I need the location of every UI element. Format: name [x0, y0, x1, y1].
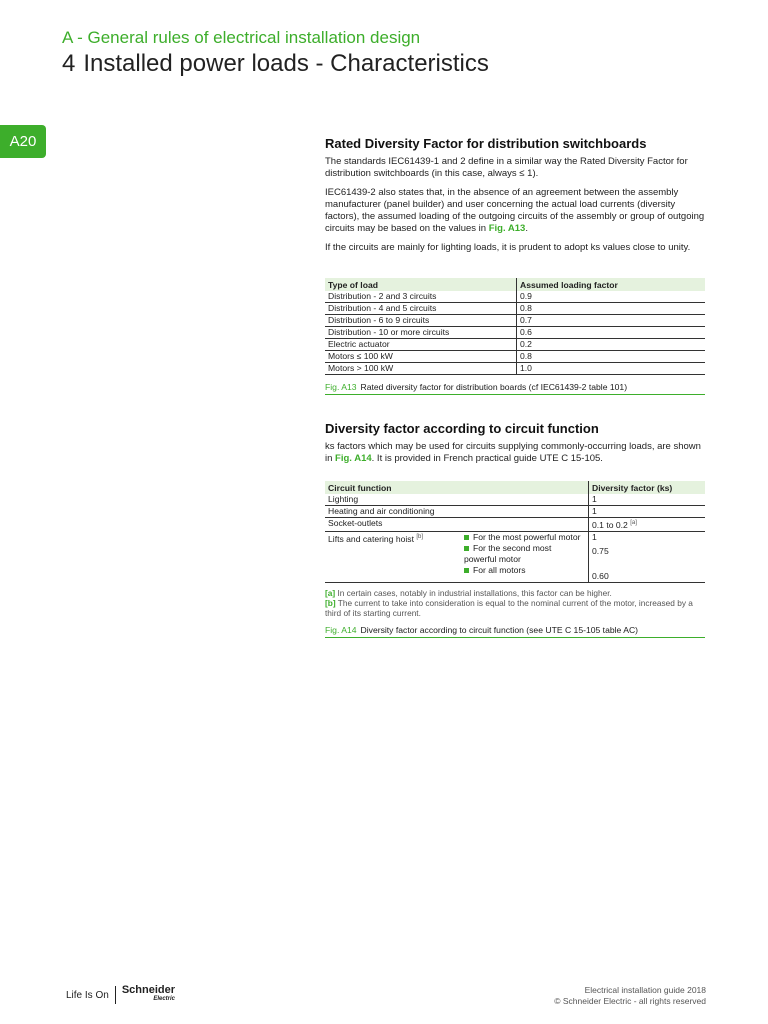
- table-cell: Distribution - 4 and 5 circuits: [325, 303, 517, 315]
- section-rated-diversity: [325, 136, 705, 261]
- bullet-icon: [464, 546, 469, 551]
- section-title: Installed power loads - Characteristics: [83, 50, 489, 77]
- copyright: © Schneider Electric - all rights reserved: [554, 996, 706, 1006]
- table-cell: 0.7: [517, 315, 706, 327]
- table1-header-type: Type of load: [325, 278, 517, 291]
- section-circuit-function: [325, 421, 705, 472]
- note-text: The current to take into consideration is equal to the nominal current of the motor, increased by a third of its starting current.: [325, 597, 693, 618]
- table-cell: 0.9: [517, 291, 706, 303]
- brand-text: Schneider: [121, 984, 175, 996]
- table-row: [325, 327, 705, 339]
- note-ref-b: [b]: [416, 533, 424, 540]
- ks-value: 1: [592, 531, 597, 542]
- section1-para2: [325, 187, 705, 235]
- motor-label: For the second most powerful motor: [464, 542, 552, 564]
- note-a: [325, 588, 705, 598]
- table-cell: Motors ≤ 100 kW: [325, 351, 517, 363]
- chapter-title: A - General rules of electrical installation design: [62, 28, 421, 47]
- table-cell-lifts: [325, 531, 461, 582]
- caption-text: Rated diversity factor for distribution boards (cf IEC61439-2 table 101): [360, 382, 628, 392]
- table-row: [325, 351, 705, 363]
- table-a14-block: [325, 481, 705, 638]
- section2-heading: Diversity factor according to circuit function: [325, 421, 599, 436]
- table-row: [325, 303, 705, 315]
- table-cell: 0.2: [517, 339, 706, 351]
- table-row-lifts: [325, 531, 705, 582]
- table-cell: Distribution - 10 or more circuits: [325, 327, 517, 339]
- table-cell: 1: [589, 494, 706, 506]
- motor-label: For all motors: [473, 564, 526, 575]
- figure-caption-a14: [325, 618, 705, 638]
- lifts-label: Lifts and catering hoist: [328, 533, 414, 544]
- bullet-icon: [464, 568, 469, 573]
- table2-header-function: Circuit function: [325, 481, 589, 494]
- table2-header-ks: Diversity factor (ks): [589, 481, 706, 494]
- para-text: ks factors which may be used for circuits supplying commonly-occurring loads, are shown in: [325, 441, 701, 464]
- list-item: [464, 543, 585, 565]
- table-cell-motor-list: [461, 531, 589, 582]
- tagline: Life Is On: [66, 989, 109, 1001]
- ks-value: 0.1 to 0.2: [592, 519, 628, 530]
- note-ref-a: [a]: [630, 520, 637, 526]
- table-cell-motor-ks: [589, 531, 706, 582]
- page-number-tab: A20: [0, 125, 46, 158]
- table-notes: [325, 588, 705, 618]
- section2-para: [325, 441, 705, 465]
- ks-value: 0.75: [592, 545, 609, 556]
- brand-sub: Electric: [153, 996, 175, 1002]
- fig-label: Fig. A13: [325, 382, 357, 392]
- para2-text: IEC61439-2 also states that, in the absence of an agreement between the assembly manufacturer (panel builder) and user concerning the actual load currents (diversity factors), the assumed loading of the outgoing circuits of the assembly or group of outgoing circuits may be based on the values in: [325, 187, 705, 234]
- table-cell: Distribution - 6 to 9 circuits: [325, 315, 517, 327]
- table-row: [325, 518, 705, 532]
- table-row: [325, 291, 705, 303]
- list-item: [464, 532, 585, 543]
- table-cell: Lighting: [325, 494, 589, 506]
- table-a13-block: [325, 278, 705, 395]
- fig-a13-link[interactable]: Fig. A13: [488, 223, 526, 234]
- table-cell: 1: [589, 506, 706, 518]
- schneider-logo: [66, 986, 175, 1004]
- caption-text: Diversity factor according to circuit function (see UTE C 15-105 table AC): [360, 624, 639, 635]
- fig-label: Fig. A14: [325, 624, 357, 635]
- para-end: . It is provided in French practical guide UTE C 15-105.: [371, 453, 603, 464]
- figure-caption-a13: [325, 375, 705, 395]
- section1-para1: The standards IEC61439-1 and 2 define in a similar way the Rated Diversity Factor for distribution switchboards (in this case, always ≤ 1).: [325, 156, 688, 179]
- section1-heading: Rated Diversity Factor for distribution switchboards: [325, 136, 647, 151]
- table-cell: 1.0: [517, 363, 706, 375]
- list-item: [464, 565, 585, 576]
- logo-divider: [115, 986, 116, 1004]
- table-row: [325, 506, 705, 518]
- bullet-icon: [464, 535, 469, 540]
- section1-para3: If the circuits are mainly for lighting loads, it is prudent to adopt ks values close to unity.: [325, 242, 691, 253]
- table-cell: 0.6: [517, 327, 706, 339]
- table-row: [325, 363, 705, 375]
- table-cell: Heating and air conditioning: [325, 506, 589, 518]
- motor-label: For the most powerful motor: [473, 531, 581, 542]
- table-row: [325, 494, 705, 506]
- table-a13: [325, 278, 705, 375]
- table-cell: Electric actuator: [325, 339, 517, 351]
- ks-value: 0.60: [592, 570, 609, 581]
- table-row: [325, 339, 705, 351]
- table-cell: Distribution - 2 and 3 circuits: [325, 291, 517, 303]
- fig-a14-link[interactable]: Fig. A14: [335, 453, 372, 464]
- table-cell: 0.8: [517, 351, 706, 363]
- table-a14: [325, 481, 705, 583]
- table-cell: Socket-outlets: [325, 518, 589, 532]
- table-cell: [589, 518, 706, 532]
- footer-info: [554, 985, 706, 1007]
- note-mark: [b]: [325, 597, 336, 608]
- note-text: In certain cases, notably in industrial installations, this factor can be higher.: [337, 587, 612, 598]
- table-cell: 0.8: [517, 303, 706, 315]
- guide-name: Electrical installation guide 2018: [584, 985, 706, 995]
- table-row: [325, 315, 705, 327]
- section-number: 4: [62, 50, 76, 77]
- table-cell: Motors > 100 kW: [325, 363, 517, 375]
- brand-name: [122, 986, 175, 1004]
- note-b: [325, 598, 705, 618]
- para2-end: .: [525, 223, 528, 234]
- page-title: [62, 50, 489, 78]
- note-mark: [a]: [325, 587, 336, 598]
- table1-header-factor: Assumed loading factor: [517, 278, 706, 291]
